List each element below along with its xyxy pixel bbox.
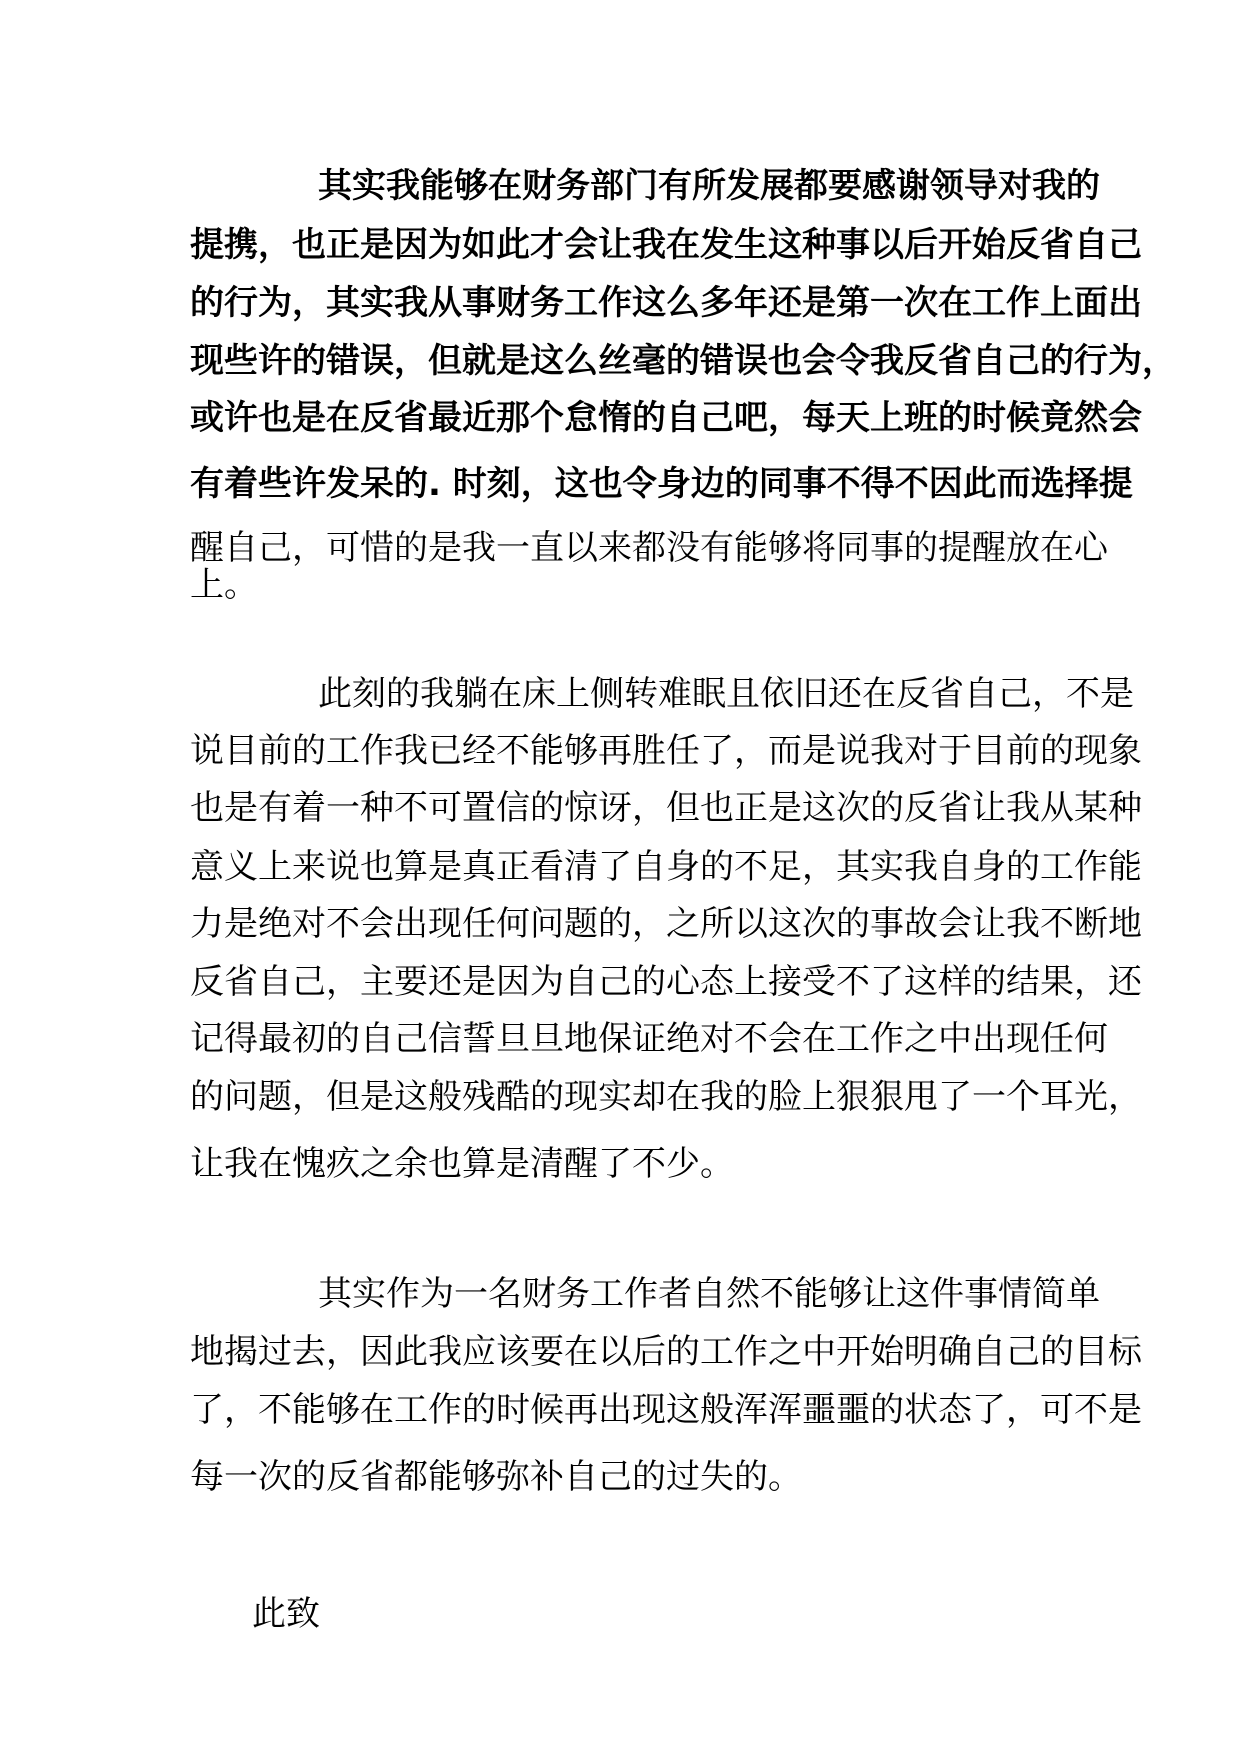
paragraph-line: 此刻的我躺在床上侧转难眠且依旧还在反省自己，不是 xyxy=(318,674,1134,714)
paragraph-line: 反省自己，主要还是因为自己的心态上接受不了这样的结果，还 xyxy=(190,962,1142,1002)
paragraph-line: 上。 xyxy=(190,565,258,605)
paragraph-line: 的行为，其实我从事财务工作这么多年还是第一次在工作上面出 xyxy=(190,283,1142,323)
paragraph-line: 也是有着一种不可置信的惊讶，但也正是这次的反省让我从某种 xyxy=(190,788,1142,828)
paragraph-line: 意义上来说也算是真正看清了自身的不足，其实我自身的工作能 xyxy=(190,847,1142,887)
paragraph-line: 有着些许发呆的. 时刻，这也令身边的同事不得不因此而选择提 xyxy=(190,464,1133,504)
paragraph-line: 其实作为一名财务工作者自然不能够让这件事情简单 xyxy=(318,1274,1100,1314)
paragraph-line: 每一次的反省都能够弥补自己的过失的。 xyxy=(190,1457,802,1497)
paragraph-line: 其实我能够在财务部门有所发展都要感谢领导对我的 xyxy=(318,166,1100,206)
paragraph-line: 让我在愧疚之余也算是清醒了不少。 xyxy=(190,1144,734,1184)
paragraph-line: 说目前的工作我已经不能够再胜任了，而是说我对于目前的现象 xyxy=(190,731,1142,771)
paragraph-line: 醒自己，可惜的是我一直以来都没有能够将同事的提醒放在心 xyxy=(190,528,1108,568)
paragraph-line: 提携，也正是因为如此才会让我在发生这种事以后开始反省自己 xyxy=(190,225,1142,265)
paragraph-line: 力是绝对不会出现任何问题的，之所以这次的事故会让我不断地 xyxy=(190,904,1142,944)
paragraph-line: 的问题，但是这般残酷的现实却在我的脸上狠狠甩了一个耳光， xyxy=(190,1077,1142,1117)
paragraph-line: 记得最初的自己信誓旦旦地保证绝对不会在工作之中出现任何 xyxy=(190,1019,1108,1059)
paragraph-line: 或许也是在反省最近那个怠惰的自己吧，每天上班的时候竟然会 xyxy=(190,398,1142,438)
closing-salutation: 此致 xyxy=(252,1594,320,1634)
paragraph-line: 了，不能够在工作的时候再出现这般浑浑噩噩的状态了，可不是 xyxy=(190,1390,1142,1430)
paragraph-line: 地揭过去，因此我应该要在以后的工作之中开始明确自己的目标 xyxy=(190,1332,1142,1372)
paragraph-line: 现些许的错误，但就是这么丝毫的错误也会令我反省自己的行为， xyxy=(190,341,1176,381)
